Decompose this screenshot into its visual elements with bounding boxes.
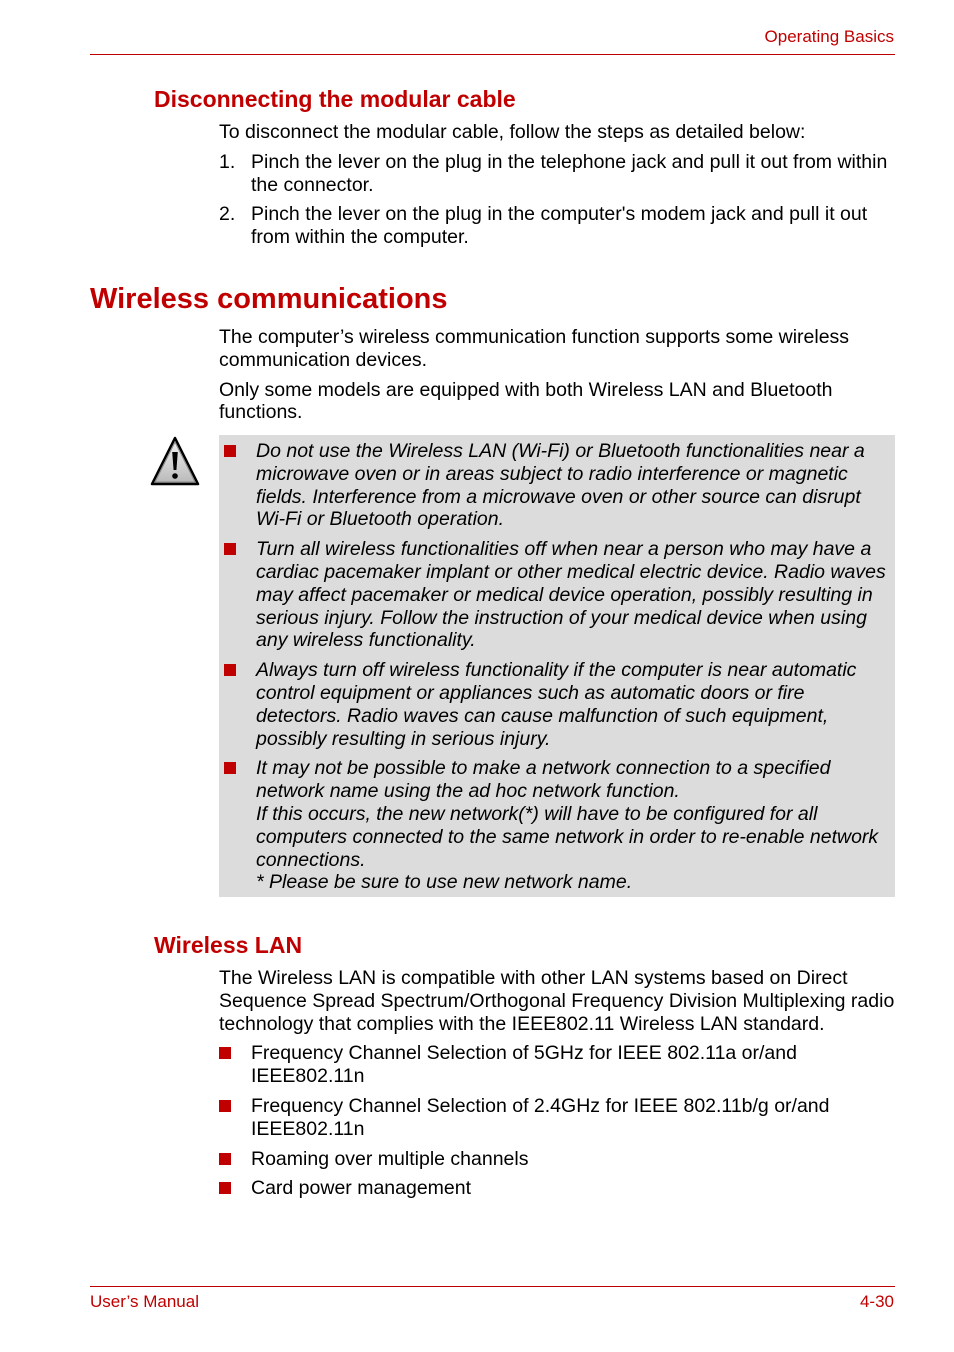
wlan-bullet-text: Card power management xyxy=(251,1177,472,1200)
running-header: Operating Basics xyxy=(764,27,894,46)
warning-text: It may not be possible to make a network connection to a specified network name using the ad hoc network function. xyxy=(256,757,831,803)
warning-text: Always turn off wireless functionality if the computer is near automatic control equipment or appliances such as automatic doors or fire detectors. Radio waves can cause malfunction of such equipment, possibly resulting in serious injury. xyxy=(256,659,857,750)
bullet-square-icon xyxy=(219,1153,231,1165)
warning-text: Turn all wireless functionalities off when near a person who may have a cardiac pacemaker implant or other medical electric device. Radio waves may affect pacemaker or medical device operation, possibly resulting in serious injury. Follow the instruction of your medical device when using any wireless functionality. xyxy=(256,538,886,652)
warning-item xyxy=(224,440,886,531)
step-item xyxy=(219,151,895,197)
modular-section xyxy=(219,121,895,249)
modular-intro: To disconnect the modular cable, follow the steps as detailed below: xyxy=(219,121,806,143)
header-rule xyxy=(90,54,895,55)
warning-text: * Please be sure to use new network name. xyxy=(256,871,633,894)
warning-list xyxy=(224,440,886,894)
warning-item xyxy=(224,538,886,652)
footer-manual-title: User’s Manual xyxy=(90,1292,199,1311)
step-number: 2. xyxy=(219,203,236,226)
bullet-square-icon xyxy=(224,664,236,676)
bullet-square-icon xyxy=(224,445,236,457)
bullet-square-icon xyxy=(224,543,236,555)
wireless-section xyxy=(219,326,895,424)
step-number: 1. xyxy=(219,150,236,173)
wlan-bullet-text: Frequency Channel Selection of 2.4GHz for IEEE 802.11b/g or/and IEEE802.11n xyxy=(251,1094,830,1140)
wlan-bullet-text: Frequency Channel Selection of 5GHz for IEEE 802.11a or/and IEEE802.11n xyxy=(251,1042,797,1088)
bullet-square-icon xyxy=(219,1182,231,1194)
bullet-square-icon xyxy=(224,762,236,774)
warning-box xyxy=(219,435,895,897)
wlan-bullet-text: Roaming over multiple channels xyxy=(251,1147,529,1170)
footer-rule xyxy=(90,1286,895,1287)
wlan-bullet xyxy=(219,1095,895,1141)
step-text: Pinch the lever on the plug in the telephone jack and pull it out from within the connector. xyxy=(251,150,888,196)
wlan-bullet xyxy=(219,1148,895,1171)
wlan-bullet xyxy=(219,1177,895,1200)
wireless-para-2: Only some models are equipped with both Wireless LAN and Bluetooth functions. xyxy=(219,378,833,424)
step-text: Pinch the lever on the plug in the computer's modem jack and pull it out from within the computer. xyxy=(251,203,868,249)
page-number: 4-30 xyxy=(859,1292,894,1311)
warning-text: Do not use the Wireless LAN (Wi-Fi) or Bluetooth functionalities near a microwave oven or in areas subject to radio interference or magnetic fields. Interference from a microwave oven or other source can disrupt Wi-Fi or Bluetooth operation. xyxy=(256,440,865,531)
wireless-para-1: The computer’s wireless communication function supports some wireless communication devices. xyxy=(219,326,850,371)
wlan-para: The Wireless LAN is compatible with other LAN systems based on Direct Sequence Spread Spectrum/Orthogonal Frequency Division Multiplexing radio technology that complies with the IEEE802.11 Wireless LAN standard. xyxy=(219,967,895,1035)
wireless-heading: Wireless communications xyxy=(90,283,448,315)
warning-text: If this occurs, the new network(*) will have to be configured for all computers connected to the same network in order to re-enable network connections. xyxy=(256,802,879,871)
warning-item xyxy=(224,757,886,894)
modular-heading: Disconnecting the modular cable xyxy=(154,86,516,112)
bullet-square-icon xyxy=(219,1100,231,1112)
warning-item xyxy=(224,659,886,750)
bullet-square-icon xyxy=(219,1047,231,1059)
warning-triangle-icon xyxy=(150,436,200,488)
wlan-bullet xyxy=(219,1042,895,1088)
step-item xyxy=(219,203,895,249)
wlan-heading: Wireless LAN xyxy=(154,932,303,958)
wlan-section xyxy=(219,967,895,1200)
